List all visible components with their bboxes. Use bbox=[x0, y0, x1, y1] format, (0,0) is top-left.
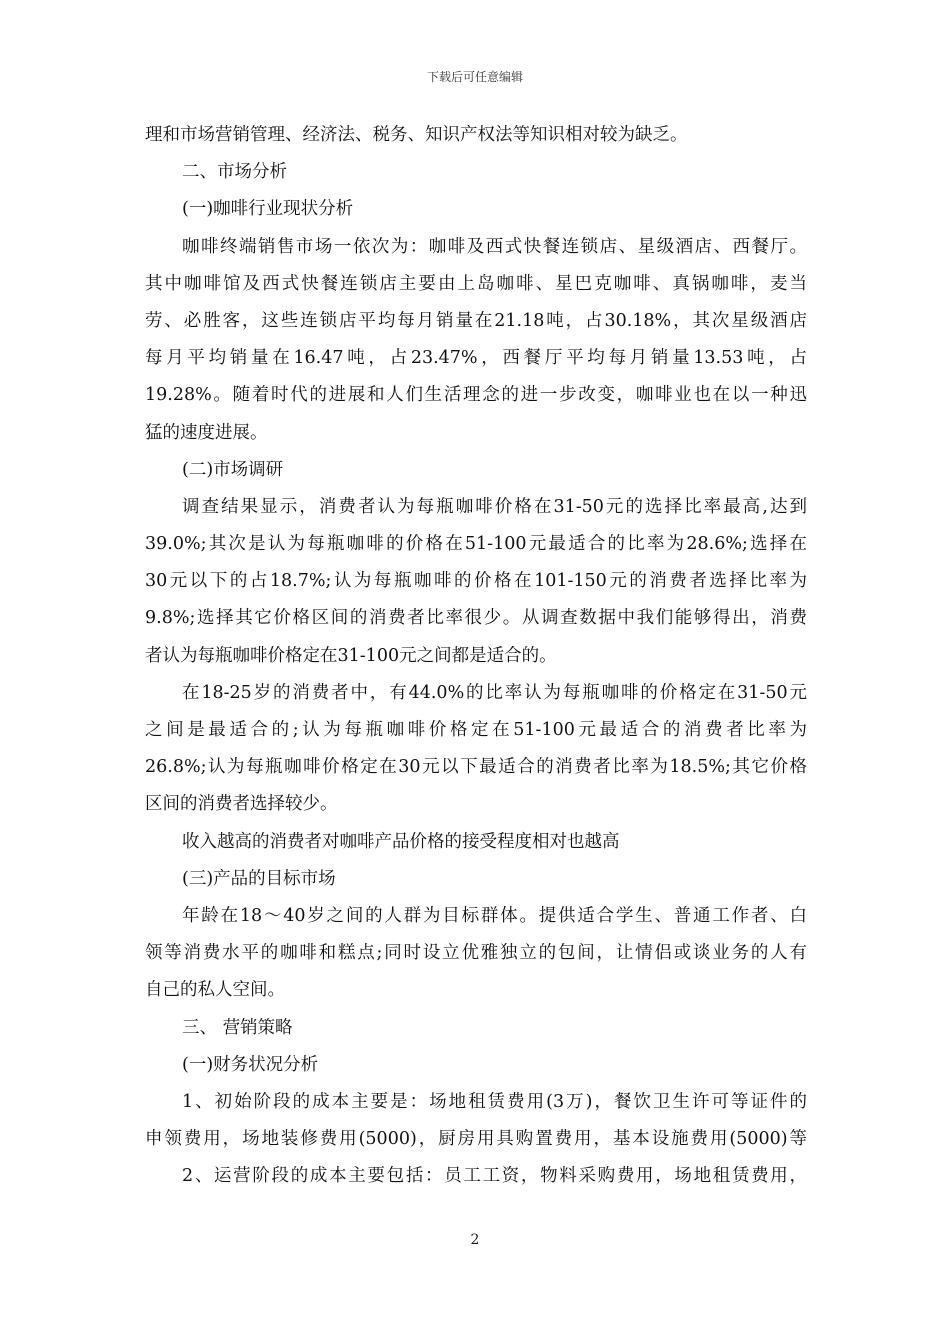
text-line: (三)产品的目标市场 bbox=[182, 868, 336, 889]
text-line: 劳、必胜客，这些连锁店平均每月销量在21.18吨，占30.18%，其次星级酒店 bbox=[145, 310, 807, 331]
text-line: 2、运营阶段的成本主要包括：员工工资，物料采购费用，场地租赁费用， bbox=[182, 1166, 807, 1187]
page-header: 下载后可任意编辑 bbox=[426, 70, 523, 84]
text-line: 者认为每瓶咖啡价格定在31-100元之间都是适合的。 bbox=[145, 645, 557, 666]
text-line: (二)市场调研 bbox=[182, 459, 284, 480]
text-line: 调查结果显示，消费者认为每瓶咖啡价格在31-50元的选择比率最高,达到 bbox=[182, 496, 807, 517]
text-line: 领等消费水平的咖啡和糕点;同时设立优雅独立的包间，让情侣或谈业务的人有 bbox=[145, 943, 807, 964]
text-line: (一)咖啡行业现状分析 bbox=[182, 199, 354, 220]
text-line: 咖啡终端销售市场一依次为：咖啡及西式快餐连锁店、星级酒店、西餐厅。 bbox=[182, 236, 807, 257]
page-number: 2 bbox=[470, 1232, 480, 1248]
text-line: 收入越高的消费者对咖啡产品价格的接受程度相对也越高 bbox=[182, 831, 620, 852]
text-line: (一)财务状况分析 bbox=[182, 1054, 319, 1075]
text-line: 9.8%;选择其它价格区间的消费者比率很少。从调查数据中我们能够得出，消费 bbox=[145, 608, 807, 629]
text-line: 其中咖啡馆及西式快餐连锁店主要由上岛咖啡、星巴克咖啡、真锅咖啡，麦当 bbox=[145, 273, 807, 294]
text-line: 19.28%。随着时代的进展和人们生活理念的进一步改变，咖啡业也在以一种迅 bbox=[145, 385, 807, 406]
text-line: 申领费用，场地装修费用(5000)，厨房用具购置费用，基本设施费用(5000)等 bbox=[145, 1129, 807, 1150]
text-line: 二、市场分析 bbox=[182, 162, 287, 183]
text-line: 理和市场营销管理、经济法、税务、知识产权法等知识相对较为缺乏。 bbox=[145, 125, 688, 145]
text-line: 每月平均销量在16.47吨，占23.47%，西餐厅平均每月销量13.53吨，占 bbox=[145, 348, 807, 369]
text-line: 自己的私人空间。 bbox=[145, 980, 285, 1001]
text-line: 区间的消费者选择较少。 bbox=[145, 794, 338, 815]
text-line: 39.0%;其次是认为每瓶咖啡的价格在51-100元最适合的比率为28.6%;选择在 bbox=[145, 534, 807, 555]
text-line: 三、 营销策略 bbox=[182, 1017, 293, 1038]
text-line: 之间是最适合的;认为每瓶咖啡价格定在51-100元最适合的消费者比率为 bbox=[145, 720, 807, 740]
text-line: 30元以下的占18.7%;认为每瓶咖啡的价格在101-150元的消费者选择比率为 bbox=[145, 571, 807, 592]
document-body bbox=[145, 117, 807, 1195]
text-line: 在18-25岁的消费者中，有44.0%的比率认为每瓶咖啡的价格定在31-50元 bbox=[182, 682, 807, 703]
text-line: 猛的速度进展。 bbox=[145, 422, 268, 443]
text-line: 26.8%;认为每瓶咖啡价格定在30元以下最适合的消费者比率为18.5%;其它价格 bbox=[145, 757, 807, 778]
text-line: 年龄在18～40岁之间的人群为目标群体。提供适合学生、普通工作者、白 bbox=[182, 905, 807, 926]
text-line: 1、初始阶段的成本主要是：场地租赁费用(3万)，餐饮卫生许可等证件的 bbox=[182, 1091, 807, 1112]
